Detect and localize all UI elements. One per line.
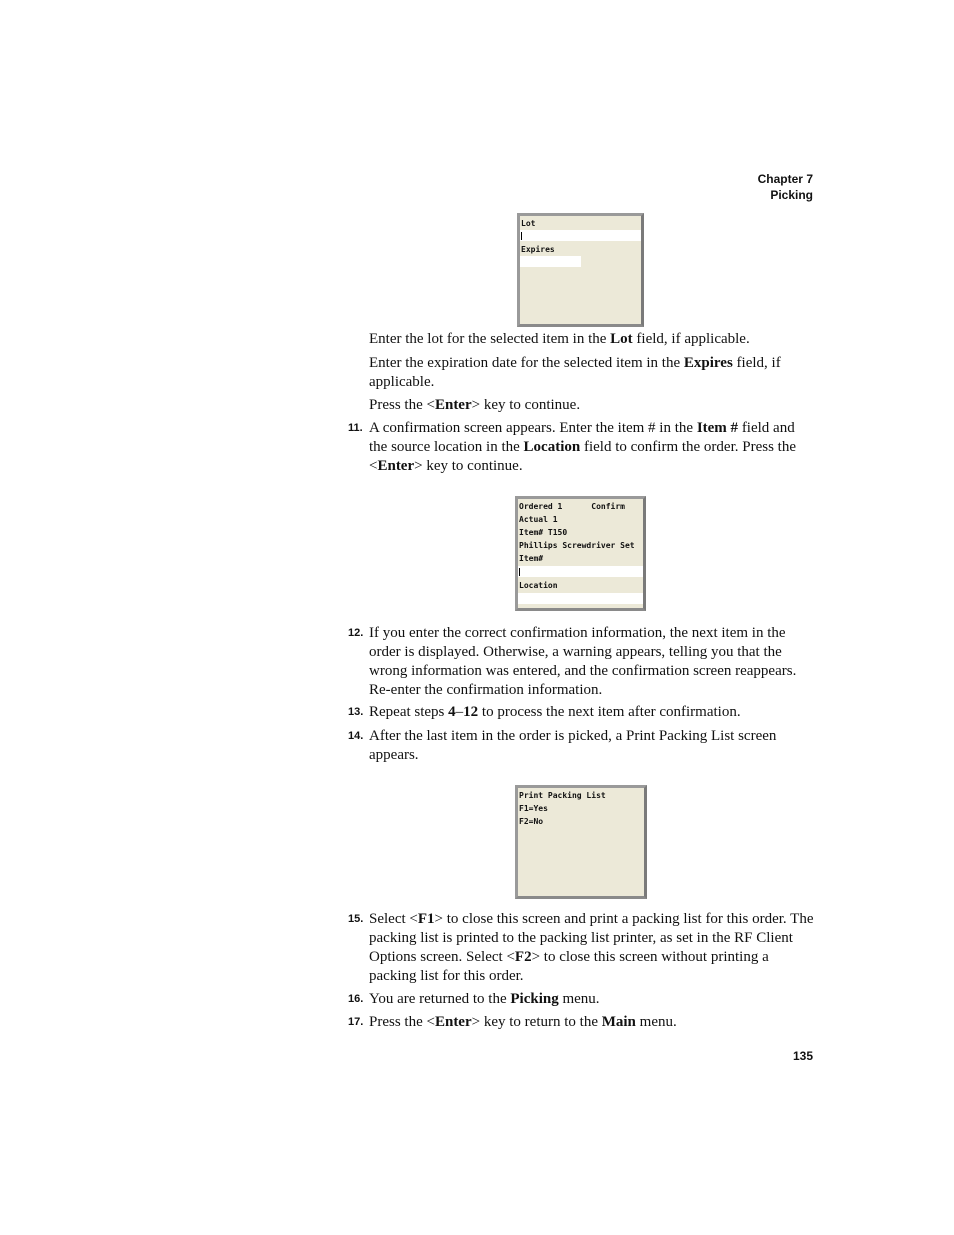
ordered-line: Ordered 1 Confirm	[519, 502, 625, 511]
step-14-text: After the last item in the order is picked, a Print Packing List screen appears.	[369, 728, 777, 763]
step-15-text: Select <F1> to close this screen and print a packing list for this order. The packing list is printed to the packing list printer, as set in the RF Client Options screen. Select <F2> to close this screen without printing a packing list for this order.	[369, 911, 814, 984]
item-number-line: Item# T150	[519, 528, 568, 537]
step-number-13: 13.	[348, 706, 364, 718]
item-label: Item#	[519, 554, 544, 563]
step-17-text: Press the <Enter> key to return to the Main menu.	[369, 1014, 677, 1030]
step-number-16: 16.	[348, 993, 364, 1005]
step-number-14: 14.	[348, 730, 364, 742]
paragraph-press-enter: Press the <Enter> key to continue.	[369, 397, 581, 413]
packing-list-title: Print Packing List	[519, 791, 606, 800]
step-number-11: 11.	[348, 422, 363, 434]
running-header	[758, 171, 813, 203]
actual-line: Actual 1	[519, 515, 558, 524]
item-input[interactable]	[518, 566, 643, 577]
text-cursor	[519, 568, 520, 576]
step-number-12: 12.	[348, 627, 364, 639]
step-number-15: 15.	[348, 913, 364, 925]
lot-label: Lot	[521, 219, 536, 228]
confirmation-screen	[515, 496, 646, 611]
step-number-17: 17.	[348, 1016, 364, 1028]
text-cursor	[521, 232, 522, 240]
section-label: Picking	[770, 188, 813, 202]
page-number: 135	[792, 1049, 813, 1063]
option-f2-no[interactable]: F2=No	[519, 817, 544, 826]
option-f1-yes[interactable]: F1=Yes	[519, 804, 548, 813]
lot-input[interactable]	[520, 230, 641, 241]
step-13-text: Repeat steps 4–12 to process the next item after confirmation.	[369, 704, 741, 720]
step-12-text: If you enter the correct confirmation information, the next item in the order is displayed. Otherwise, a warning appears, telling you that the wrong information was entered, and the confirmation screen reappears. Re-enter the confirmation information.	[369, 625, 797, 698]
item-description-line: Phillips Screwdriver Set	[519, 541, 635, 550]
chapter-label: Chapter 7	[757, 172, 813, 186]
paragraph-lot: Enter the lot for the selected item in the Lot field, if applicable.	[369, 331, 750, 347]
location-label: Location	[519, 581, 558, 590]
print-packing-list-screen	[515, 785, 647, 899]
step-11-text: A confirmation screen appears. Enter the item # in the Item # field and the source location in the Location field to confirm the order. Press the <Enter> key to continue.	[369, 420, 796, 474]
lot-expires-screen	[517, 213, 644, 327]
paragraph-expires: Enter the expiration date for the selected item in the Expires field, if applicable.	[369, 355, 781, 390]
expires-input[interactable]	[520, 256, 581, 267]
location-input[interactable]	[518, 593, 643, 604]
expires-label: Expires	[521, 245, 555, 254]
step-16-text: You are returned to the Picking menu.	[369, 991, 600, 1007]
